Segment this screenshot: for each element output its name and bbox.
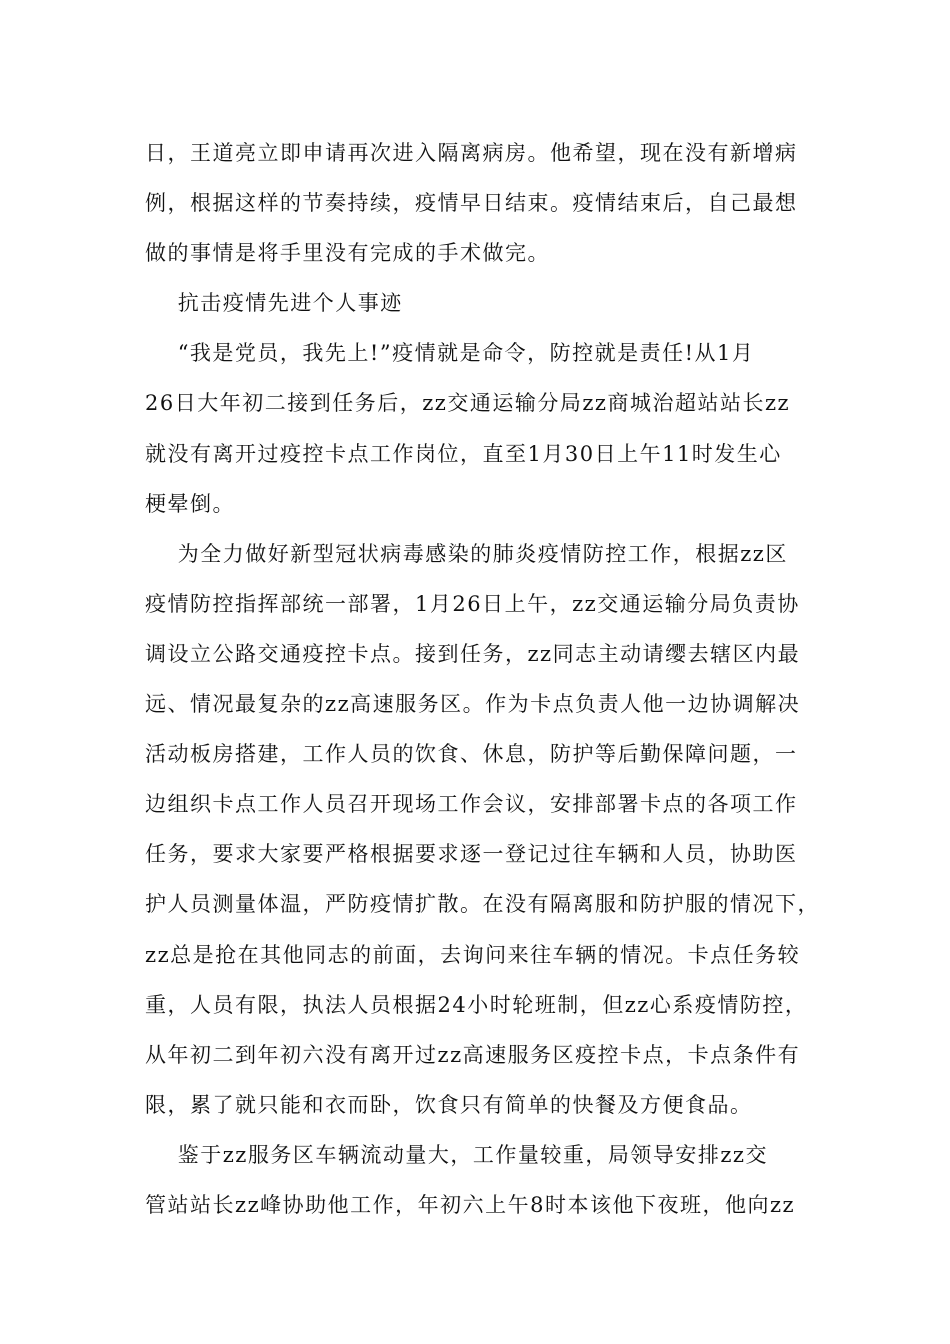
paragraph	[145, 328, 810, 528]
paragraph	[145, 529, 820, 1130]
heading-line: 抗击疫情先进个人事迹	[145, 291, 403, 316]
text-line: 例，根据这样的节奏持续，疫情早日结束。疫情结束后，自己最想	[145, 191, 798, 216]
text-line: 为全力做好新型冠状病毒感染的肺炎疫情防控工作，根据zz区	[145, 541, 788, 566]
text-line: 边组织卡点工作人员召开现场工作会议，安排部署卡点的各项工作	[145, 792, 798, 817]
section-heading	[145, 278, 810, 328]
text-line: 调设立公路交通疫控卡点。接到任务，zz同志主动请缨去辖区内最	[145, 641, 801, 666]
text-line: 重，人员有限，执法人员根据24小时轮班制，但zz心系疫情防控，	[145, 992, 808, 1017]
text-line: 26日大年初二接到任务后，zz交通运输分局zz商城治超站站长zz	[145, 391, 791, 416]
text-line: 梗晕倒。	[145, 491, 235, 516]
text-line: 管站站长zz峰协助他工作，年初六上午8时本该他下夜班，他向zz	[145, 1192, 796, 1217]
text-line: 限，累了就只能和衣而卧，饮食只有简单的快餐及方便食品。	[145, 1092, 753, 1117]
text-line: 活动板房搭建，工作人员的饮食、休息，防护等后勤保障问题，一	[145, 742, 798, 767]
document-body	[145, 128, 820, 1230]
text-line: 日，王道亮立即申请再次进入隔离病房。他希望，现在没有新增病	[145, 141, 798, 165]
paragraph	[145, 128, 810, 278]
text-line: “我是党员，我先上!”疫情就是命令，防控就是责任!从1月	[145, 341, 755, 366]
text-line: 任务，要求大家要严格根据要求逐一登记过往车辆和人员，协助医	[145, 842, 798, 867]
text-line: 鉴于zz服务区车辆流动量大，工作量较重，局领导安排zz交	[145, 1142, 768, 1167]
text-line: 就没有离开过疫控卡点工作岗位，直至1月30日上午11时发生心	[145, 441, 782, 466]
text-line: 护人员测量体温，严防疫情扩散。在没有隔离服和防护服的情况下，	[145, 892, 820, 917]
text-line: 做的事情是将手里没有完成的手术做完。	[145, 241, 550, 266]
paragraph	[145, 1130, 810, 1230]
text-line: 从年初二到年初六没有离开过zz高速服务区疫控卡点，卡点条件有	[145, 1042, 801, 1067]
text-line: 疫情防控指挥部统一部署，1月26日上午，zz交通运输分局负责协	[145, 591, 800, 616]
text-line: zz总是抢在其他同志的前面，去询问来往车辆的情况。卡点任务较	[145, 942, 801, 967]
text-line: 远、情况最复杂的zz高速服务区。作为卡点负责人他一边协调解决	[145, 692, 801, 717]
